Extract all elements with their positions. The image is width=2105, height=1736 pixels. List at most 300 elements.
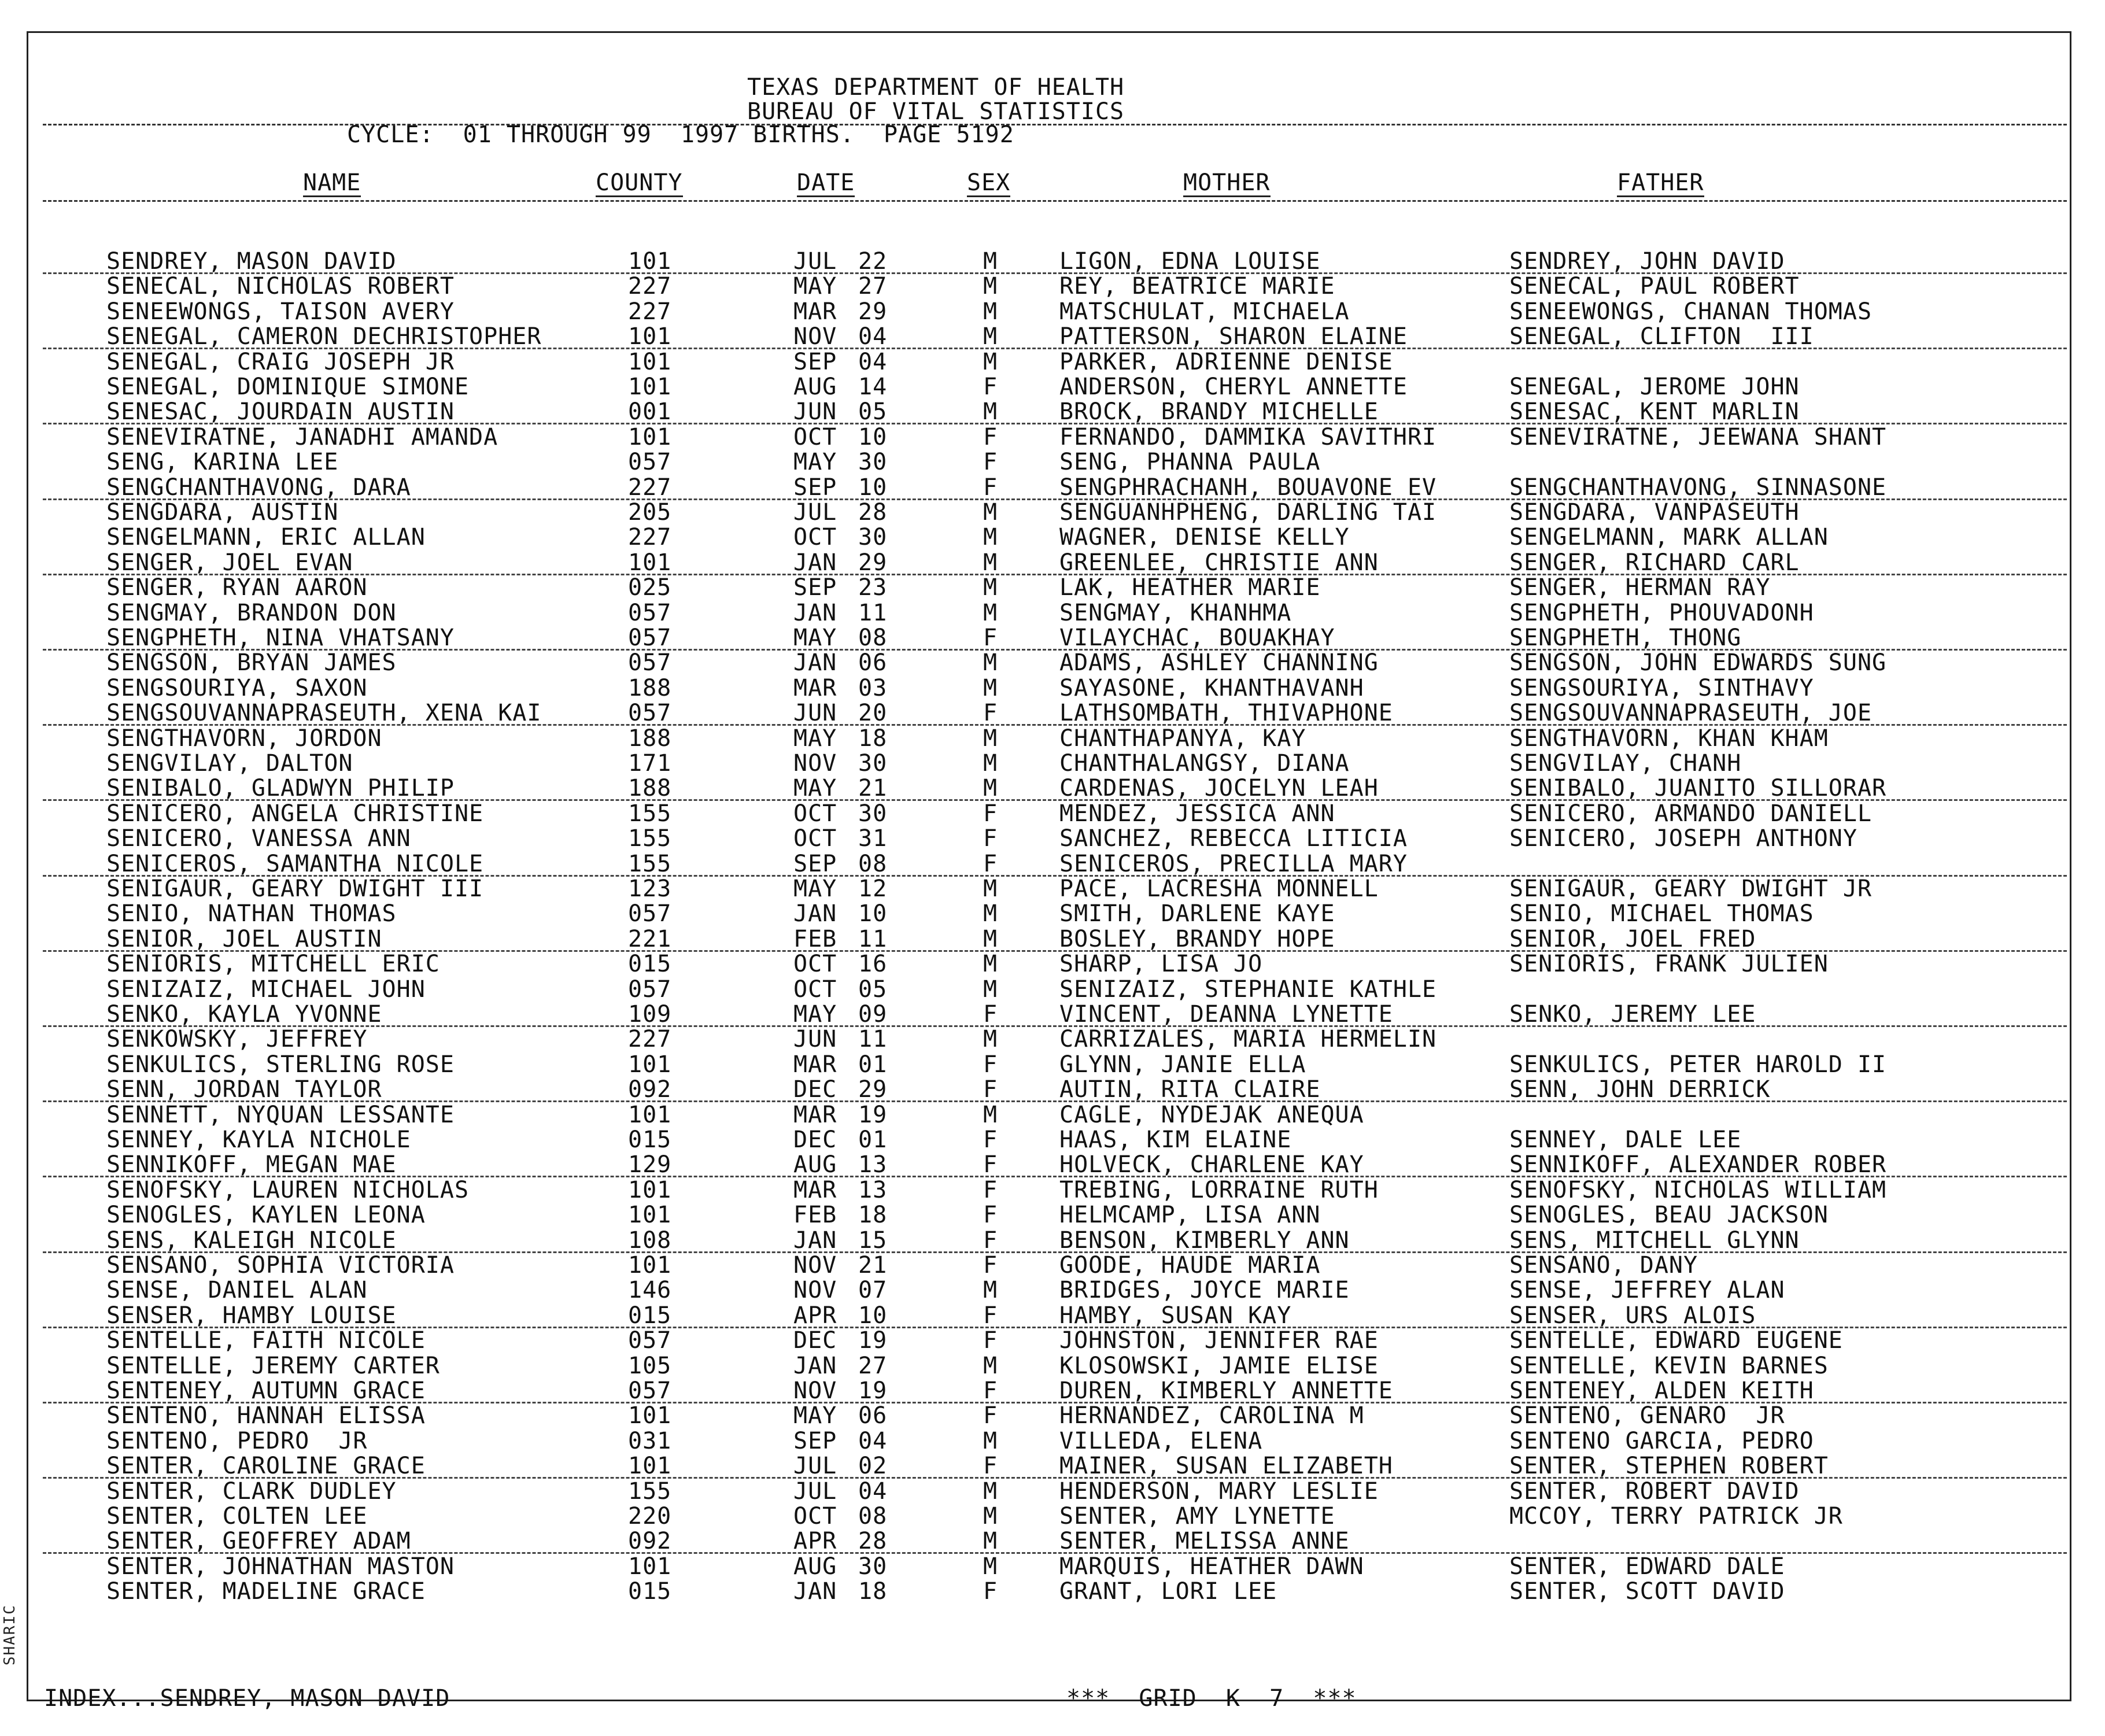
county-cell: 171 xyxy=(628,750,672,777)
table-row xyxy=(0,299,2105,324)
mother-cell: HENDERSON, MARY LESLIE xyxy=(1059,1478,1379,1505)
mother-cell: HOLVECK, CHARLENE KAY xyxy=(1059,1151,1364,1178)
sex-cell: M xyxy=(983,1528,998,1554)
county-cell: 227 xyxy=(628,474,672,501)
name-cell: SENEGAL, CAMERON DECHRISTOPHER xyxy=(106,323,542,350)
mother-cell: KLOSOWSKI, JAMIE ELISE xyxy=(1059,1353,1379,1379)
county-cell: 092 xyxy=(628,1076,672,1103)
date-month: SEP xyxy=(793,474,837,501)
father-cell: SENNEY, DALE LEE xyxy=(1509,1126,1742,1153)
county-cell: 101 xyxy=(628,323,672,350)
mother-cell: GOODE, HAUDE MARIA xyxy=(1059,1252,1321,1279)
date-cell xyxy=(793,726,887,751)
sex-cell: M xyxy=(983,951,998,977)
table-row xyxy=(0,926,2105,952)
date-day: 08 xyxy=(858,625,888,651)
sex-cell: M xyxy=(983,750,998,777)
name-cell: SENGELMANN, ERIC ALLAN xyxy=(106,524,426,551)
table-row xyxy=(0,1277,2105,1303)
date-cell xyxy=(793,575,887,600)
mother-cell: BROCK, BRANDY MICHELLE xyxy=(1059,398,1379,425)
table-row xyxy=(0,1353,2105,1379)
sex-cell: F xyxy=(983,1126,998,1153)
date-cell xyxy=(793,299,887,324)
date-day: 11 xyxy=(858,1026,888,1052)
date-month: NOV xyxy=(793,750,837,777)
father-cell: SENEGAL, JEROME JOHN xyxy=(1509,374,1800,400)
date-day: 30 xyxy=(858,524,888,551)
date-month: SEP xyxy=(793,349,837,375)
mother-cell: PATTERSON, SHARON ELAINE xyxy=(1059,323,1408,350)
date-month: AUG xyxy=(793,1151,837,1178)
mother-cell: SENG, PHANNA PAULA xyxy=(1059,449,1321,475)
mother-cell: LIGON, EDNA LOUISE xyxy=(1059,248,1321,275)
name-cell: SENSER, HAMBY LOUISE xyxy=(106,1302,397,1329)
sex-cell: F xyxy=(983,1327,998,1354)
table-row xyxy=(0,1077,2105,1102)
father-cell: SENGDARA, VANPASEUTH xyxy=(1509,499,1800,526)
date-day: 10 xyxy=(858,900,888,927)
county-cell: 101 xyxy=(628,349,672,375)
header-line-1: TEXAS DEPARTMENT OF HEALTH xyxy=(747,74,1125,101)
sex-cell: M xyxy=(983,600,998,626)
sex-cell: F xyxy=(983,1051,998,1078)
date-cell xyxy=(793,1428,887,1454)
date-day: 18 xyxy=(858,1578,888,1605)
date-month: JAN xyxy=(793,549,837,576)
name-cell: SENEEWONGS, TAISON AVERY xyxy=(106,298,455,325)
table-row xyxy=(0,324,2105,349)
mother-cell: SAYASONE, KHANTHAVANH xyxy=(1059,675,1364,701)
father-cell: SENTER, SCOTT DAVID xyxy=(1509,1578,1785,1605)
county-cell: 015 xyxy=(628,1578,672,1605)
date-day: 28 xyxy=(858,499,888,526)
date-cell xyxy=(793,1177,887,1203)
sex-cell: M xyxy=(983,1553,998,1580)
date-cell xyxy=(793,1102,887,1128)
father-cell: SENDREY, JOHN DAVID xyxy=(1509,248,1785,275)
name-cell: SENEVIRATNE, JANADHI AMANDA xyxy=(106,424,498,450)
county-cell: 227 xyxy=(628,273,672,300)
date-day: 10 xyxy=(858,424,888,450)
name-cell: SENTER, CLARK DUDLEY xyxy=(106,1478,397,1505)
county-cell: 227 xyxy=(628,298,672,325)
table-row xyxy=(0,424,2105,450)
county-cell: 129 xyxy=(628,1151,672,1178)
name-cell: SENIGAUR, GEARY DWIGHT III xyxy=(106,876,484,902)
father-cell: SENGSOUVANNAPRASEUTH, JOE xyxy=(1509,700,1873,726)
table-row xyxy=(0,851,2105,877)
sex-cell: F xyxy=(983,825,998,852)
date-day: 15 xyxy=(858,1227,888,1254)
father-cell: SENTELLE, EDWARD EUGENE xyxy=(1509,1327,1843,1354)
date-month: JAN xyxy=(793,900,837,927)
name-cell: SENDREY, MASON DAVID xyxy=(106,248,397,275)
sex-cell: M xyxy=(983,675,998,701)
table-row xyxy=(0,374,2105,400)
father-cell: SENEGAL, CLIFTON III xyxy=(1509,323,1814,350)
name-cell: SENEGAL, DOMINIQUE SIMONE xyxy=(106,374,470,400)
date-month: JUN xyxy=(793,700,837,726)
date-day: 21 xyxy=(858,775,888,801)
date-day: 03 xyxy=(858,675,888,701)
table-row xyxy=(0,1303,2105,1328)
date-month: MAY xyxy=(793,775,837,801)
county-cell: 101 xyxy=(628,1402,672,1429)
date-day: 13 xyxy=(858,1177,888,1203)
sex-cell: F xyxy=(983,424,998,450)
date-month: MAR xyxy=(793,675,837,701)
date-month: JUN xyxy=(793,398,837,425)
date-cell xyxy=(793,525,887,550)
table-row xyxy=(0,1378,2105,1403)
sex-cell: F xyxy=(983,1302,998,1329)
table-row xyxy=(0,600,2105,626)
table-row xyxy=(0,1052,2105,1077)
table-row xyxy=(0,550,2105,575)
mother-cell: GRANT, LORI LEE xyxy=(1059,1578,1277,1605)
date-day: 18 xyxy=(858,1202,888,1228)
date-cell xyxy=(793,1052,887,1077)
county-cell: 057 xyxy=(628,449,672,475)
date-cell xyxy=(793,801,887,826)
name-cell: SENIOR, JOEL AUSTIN xyxy=(106,926,382,952)
date-month: MAY xyxy=(793,1001,837,1028)
mother-cell: SENICEROS, PRECILLA MARY xyxy=(1059,851,1408,877)
name-cell: SENTER, GEOFFREY ADAM xyxy=(106,1528,411,1554)
county-cell: 101 xyxy=(628,1553,672,1580)
county-cell: 057 xyxy=(628,1377,672,1404)
date-month: NOV xyxy=(793,1277,837,1303)
sex-cell: F xyxy=(983,1453,998,1479)
county-cell: 155 xyxy=(628,1478,672,1505)
table-row xyxy=(0,751,2105,776)
date-month: MAY xyxy=(793,725,837,752)
date-day: 11 xyxy=(858,600,888,626)
date-day: 08 xyxy=(858,851,888,877)
father-cell: SENGVILAY, CHANH xyxy=(1509,750,1742,777)
county-cell: 101 xyxy=(628,549,672,576)
sex-cell: M xyxy=(983,349,998,375)
date-cell xyxy=(793,1127,887,1153)
date-day: 04 xyxy=(858,323,888,350)
name-cell: SENTER, COLTEN LEE xyxy=(106,1503,368,1530)
name-cell: SENOGLES, KAYLEN LEONA xyxy=(106,1202,426,1228)
date-cell xyxy=(793,600,887,626)
sex-cell: M xyxy=(983,524,998,551)
table-row xyxy=(0,1253,2105,1278)
name-cell: SENOFSKY, LAUREN NICHOLAS xyxy=(106,1177,470,1203)
date-month: JUL xyxy=(793,1453,837,1479)
name-cell: SENGSON, BRYAN JAMES xyxy=(106,649,397,676)
date-month: DEC xyxy=(793,1076,837,1103)
mother-cell: CAGLE, NYDEJAK ANEQUA xyxy=(1059,1102,1364,1128)
table-row xyxy=(0,1002,2105,1027)
mother-cell: LAK, HEATHER MARIE xyxy=(1059,574,1321,601)
table-row xyxy=(0,1328,2105,1353)
table-row xyxy=(0,675,2105,701)
county-cell: 108 xyxy=(628,1227,672,1254)
father-cell: SENS, MITCHELL GLYNN xyxy=(1509,1227,1800,1254)
date-month: OCT xyxy=(793,524,837,551)
mother-cell: HELMCAMP, LISA ANN xyxy=(1059,1202,1321,1228)
name-cell: SENICERO, VANESSA ANN xyxy=(106,825,411,852)
name-cell: SENIORIS, MITCHELL ERIC xyxy=(106,951,440,977)
date-cell xyxy=(793,876,887,902)
mother-cell: SENTER, AMY LYNETTE xyxy=(1059,1503,1335,1530)
date-day: 04 xyxy=(858,349,888,375)
date-cell xyxy=(793,475,887,500)
mother-cell: REY, BEATRICE MARIE xyxy=(1059,273,1335,300)
father-cell: SENICERO, ARMANDO DANIELL xyxy=(1509,800,1873,827)
county-cell: 101 xyxy=(628,1202,672,1228)
mother-cell: CHANTHALANGSY, DIANA xyxy=(1059,750,1350,777)
date-month: SEP xyxy=(793,851,837,877)
date-month: FEB xyxy=(793,1202,837,1228)
name-cell: SENNIKOFF, MEGAN MAE xyxy=(106,1151,397,1178)
county-cell: 057 xyxy=(628,976,672,1003)
name-cell: SENGSOUVANNAPRASEUTH, XENA KAI xyxy=(106,700,542,726)
date-day: 16 xyxy=(858,951,888,977)
father-cell: SENGELMANN, MARK ALLAN xyxy=(1509,524,1829,551)
date-month: SEP xyxy=(793,1428,837,1454)
father-cell: SENTER, STEPHEN ROBERT xyxy=(1509,1453,1829,1479)
county-cell: 101 xyxy=(628,1051,672,1078)
table-row xyxy=(0,951,2105,977)
mother-cell: DUREN, KIMBERLY ANNETTE xyxy=(1059,1377,1393,1404)
name-cell: SENGDARA, AUSTIN xyxy=(106,499,339,526)
county-cell: 101 xyxy=(628,374,672,400)
county-cell: 155 xyxy=(628,825,672,852)
table-row xyxy=(0,876,2105,902)
county-cell: 101 xyxy=(628,1252,672,1279)
date-month: FEB xyxy=(793,926,837,952)
sex-cell: M xyxy=(983,1503,998,1530)
father-cell: SENIBALO, JUANITO SILLORAR xyxy=(1509,775,1887,801)
date-cell xyxy=(793,775,887,801)
column-header-date: DATE xyxy=(797,169,855,196)
name-cell: SENGER, JOEL EVAN xyxy=(106,549,353,576)
date-day: 29 xyxy=(858,298,888,325)
date-day: 05 xyxy=(858,976,888,1003)
date-cell xyxy=(793,977,887,1002)
date-day: 14 xyxy=(858,374,888,400)
father-cell: SENGTHAVORN, KHAN KHAM xyxy=(1509,725,1829,752)
sex-cell: F xyxy=(983,1578,998,1605)
table-row xyxy=(0,1228,2105,1253)
date-month: DEC xyxy=(793,1327,837,1354)
date-cell xyxy=(793,500,887,525)
sex-cell: F xyxy=(983,449,998,475)
date-month: JAN xyxy=(793,1578,837,1605)
name-cell: SENEGAL, CRAIG JOSEPH JR xyxy=(106,349,455,375)
sex-cell: F xyxy=(983,800,998,827)
table-row xyxy=(0,1102,2105,1128)
father-cell: SENSE, JEFFREY ALAN xyxy=(1509,1277,1785,1303)
mother-cell: CARRIZALES, MARIA HERMELIN xyxy=(1059,1026,1437,1052)
date-cell xyxy=(793,399,887,424)
date-day: 07 xyxy=(858,1277,888,1303)
mother-cell: SHARP, LISA JO xyxy=(1059,951,1263,977)
father-cell: SENOGLES, BEAU JACKSON xyxy=(1509,1202,1829,1228)
sex-cell: F xyxy=(983,374,998,400)
date-day: 29 xyxy=(858,549,888,576)
header-line-2: BUREAU OF VITAL STATISTICS xyxy=(747,98,1125,125)
name-cell: SENS, KALEIGH NICOLE xyxy=(106,1227,397,1254)
mother-cell: SANCHEZ, REBECCA LITICIA xyxy=(1059,825,1408,852)
date-month: MAY xyxy=(793,625,837,651)
date-day: 08 xyxy=(858,1503,888,1530)
mother-cell: CHANTHAPANYA, KAY xyxy=(1059,725,1306,752)
mother-cell: ANDERSON, CHERYL ANNETTE xyxy=(1059,374,1408,400)
date-cell xyxy=(793,1253,887,1278)
date-cell xyxy=(793,1002,887,1027)
table-row xyxy=(0,726,2105,751)
name-cell: SENTELLE, JEREMY CARTER xyxy=(106,1353,440,1379)
mother-cell: JOHNSTON, JENNIFER RAE xyxy=(1059,1327,1379,1354)
father-cell: SENICERO, JOSEPH ANTHONY xyxy=(1509,825,1857,852)
mother-cell: VILAYCHAC, BOUAKHAY xyxy=(1059,625,1335,651)
father-cell: SENSER, URS ALOIS xyxy=(1509,1302,1756,1329)
sex-cell: M xyxy=(983,1102,998,1128)
date-month: NOV xyxy=(793,1252,837,1279)
grid-footer: *** GRID K 7 *** xyxy=(1066,1685,1357,1712)
table-row xyxy=(0,399,2105,424)
date-day: 11 xyxy=(858,926,888,952)
sex-cell: M xyxy=(983,725,998,752)
county-cell: 101 xyxy=(628,1177,672,1203)
father-cell: SENIGAUR, GEARY DWIGHT JR xyxy=(1509,876,1873,902)
county-cell: 227 xyxy=(628,524,672,551)
date-cell xyxy=(793,675,887,701)
father-cell: SENTER, EDWARD DALE xyxy=(1509,1553,1785,1580)
name-cell: SENGCHANTHAVONG, DARA xyxy=(106,474,411,501)
date-cell xyxy=(793,650,887,675)
date-day: 06 xyxy=(858,1402,888,1429)
date-day: 29 xyxy=(858,1076,888,1103)
county-cell: 057 xyxy=(628,600,672,626)
date-month: OCT xyxy=(793,976,837,1003)
sex-cell: F xyxy=(983,1001,998,1028)
county-cell: 155 xyxy=(628,851,672,877)
table-row xyxy=(0,1026,2105,1052)
county-cell: 101 xyxy=(628,1453,672,1479)
mother-cell: TREBING, LORRAINE RUTH xyxy=(1059,1177,1379,1203)
date-cell xyxy=(793,449,887,475)
sex-cell: M xyxy=(983,298,998,325)
table-row xyxy=(0,1453,2105,1479)
column-header-sex: SEX xyxy=(967,169,1011,196)
name-cell: SENECAL, NICHOLAS ROBERT xyxy=(106,273,455,300)
date-cell xyxy=(793,1353,887,1379)
date-cell xyxy=(793,625,887,651)
table-row xyxy=(0,1528,2105,1554)
date-cell xyxy=(793,1528,887,1554)
date-day: 04 xyxy=(858,1428,888,1454)
county-cell: 031 xyxy=(628,1428,672,1454)
date-cell xyxy=(793,249,887,274)
date-month: DEC xyxy=(793,1126,837,1153)
date-cell xyxy=(793,1202,887,1228)
county-cell: 123 xyxy=(628,876,672,902)
father-cell: MCCOY, TERRY PATRICK JR xyxy=(1509,1503,1843,1530)
sex-cell: M xyxy=(983,976,998,1003)
column-header-county: COUNTY xyxy=(596,169,683,196)
father-cell: SENTENO GARCIA, PEDRO xyxy=(1509,1428,1814,1454)
name-cell: SENIBALO, GLADWYN PHILIP xyxy=(106,775,455,801)
date-month: MAY xyxy=(793,273,837,300)
date-day: 10 xyxy=(858,474,888,501)
name-cell: SENSANO, SOPHIA VICTORIA xyxy=(106,1252,455,1279)
date-month: OCT xyxy=(793,951,837,977)
date-day: 23 xyxy=(858,574,888,601)
sex-cell: F xyxy=(983,1377,998,1404)
table-row xyxy=(0,1479,2105,1504)
date-cell xyxy=(793,1479,887,1504)
date-cell xyxy=(793,700,887,726)
date-month: JUL xyxy=(793,248,837,275)
date-day: 13 xyxy=(858,1151,888,1178)
mother-cell: BOSLEY, BRANDY HOPE xyxy=(1059,926,1335,952)
mother-cell: ADAMS, ASHLEY CHANNING xyxy=(1059,649,1379,676)
mother-cell: BRIDGES, JOYCE MARIE xyxy=(1059,1277,1350,1303)
date-day: 19 xyxy=(858,1377,888,1404)
father-cell: SENGSON, JOHN EDWARDS SUNG xyxy=(1509,649,1887,676)
table-row xyxy=(0,525,2105,550)
name-cell: SENGTHAVORN, JORDON xyxy=(106,725,382,752)
date-month: MAR xyxy=(793,1051,837,1078)
mother-cell: CARDENAS, JOCELYN LEAH xyxy=(1059,775,1379,801)
sex-cell: M xyxy=(983,248,998,275)
date-month: JAN xyxy=(793,600,837,626)
mother-cell: SENGUANHPHENG, DARLING TAI xyxy=(1059,499,1437,526)
sex-cell: M xyxy=(983,649,998,676)
date-day: 10 xyxy=(858,1302,888,1329)
table-row xyxy=(0,1554,2105,1579)
name-cell: SENG, KARINA LEE xyxy=(106,449,339,475)
name-cell: SENGMAY, BRANDON DON xyxy=(106,600,397,626)
father-cell: SENEEWONGS, CHANAN THOMAS xyxy=(1509,298,1873,325)
name-cell: SENTELLE, FAITH NICOLE xyxy=(106,1327,426,1354)
date-day: 12 xyxy=(858,876,888,902)
sex-cell: M xyxy=(983,900,998,927)
sex-cell: M xyxy=(983,876,998,902)
name-cell: SENNEY, KAYLA NICHOLE xyxy=(106,1126,411,1153)
column-header-mother: MOTHER xyxy=(1183,169,1271,196)
sex-cell: M xyxy=(983,1428,998,1454)
sex-cell: M xyxy=(983,1026,998,1052)
county-cell: 057 xyxy=(628,900,672,927)
table-row xyxy=(0,1403,2105,1428)
mother-cell: SENGPHRACHANH, BOUAVONE EV xyxy=(1059,474,1437,501)
table-row xyxy=(0,1202,2105,1228)
table-row xyxy=(0,449,2105,475)
date-month: OCT xyxy=(793,825,837,852)
name-cell: SENESAC, JOURDAIN AUSTIN xyxy=(106,398,455,425)
father-cell: SENGPHETH, PHOUVADONH xyxy=(1509,600,1814,626)
date-cell xyxy=(793,424,887,450)
date-month: MAR xyxy=(793,1102,837,1128)
sex-cell: F xyxy=(983,474,998,501)
table-row xyxy=(0,1504,2105,1529)
date-month: NOV xyxy=(793,323,837,350)
date-month: APR xyxy=(793,1302,837,1329)
father-cell: SENEVIRATNE, JEEWANA SHANT xyxy=(1509,424,1887,450)
father-cell: SENIOR, JOEL FRED xyxy=(1509,926,1756,952)
date-day: 22 xyxy=(858,248,888,275)
county-cell: 057 xyxy=(628,1327,672,1354)
father-cell: SENTER, ROBERT DAVID xyxy=(1509,1478,1800,1505)
